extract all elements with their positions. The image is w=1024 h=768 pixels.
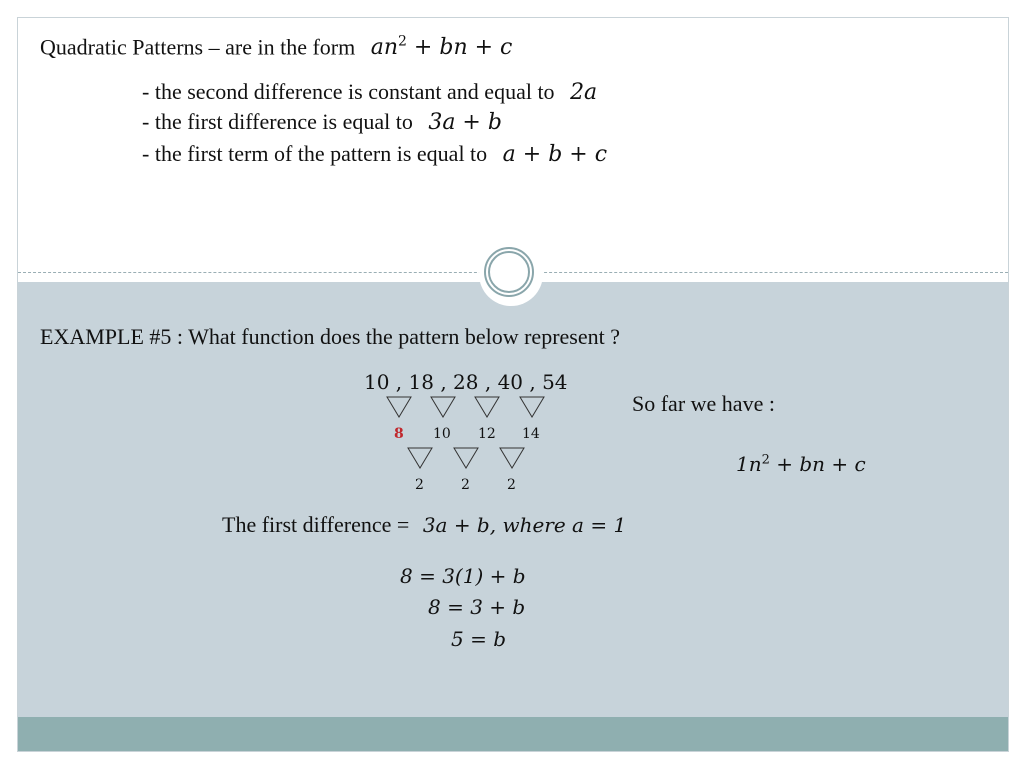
triangle-icon (519, 396, 545, 418)
second-difference: 2 (507, 477, 516, 493)
so-far-rest: + bn + c (769, 452, 866, 476)
so-far-formula (736, 452, 866, 476)
example-title: EXAMPLE #5 : What function does the pattern below represent ? (40, 324, 620, 349)
heading-formula-term: an (370, 35, 399, 61)
bullet-first-term (142, 141, 607, 167)
so-far-label: So far we have : (632, 391, 775, 416)
first-difference: 14 (522, 426, 540, 442)
heading-text: Quadratic Patterns – are in the form (40, 34, 356, 60)
so-far-exponent: 2 (761, 452, 770, 468)
bullet-first-difference (142, 109, 502, 135)
bullet-text: - the second difference is constant and equal to (142, 79, 555, 104)
triangle-icon (407, 447, 433, 469)
second-difference: 2 (415, 477, 424, 493)
heading (40, 34, 512, 60)
triangle-icon (453, 447, 479, 469)
heading-formula-rest: + bn + c (406, 35, 513, 61)
bullet-math: 3a + b (428, 110, 502, 135)
footer-bar (18, 717, 1008, 751)
bullet-math: 2a (570, 80, 598, 105)
first-difference-math: 3a + b, where a = 1 (422, 513, 627, 537)
first-difference-highlight: 8 (394, 426, 404, 442)
bullet-second-difference (142, 79, 597, 105)
heading-formula-exponent: 2 (398, 34, 407, 50)
sequence: 10 , 18 , 28 , 40 , 54 (364, 370, 568, 394)
bullet-text: - the first difference is equal to (142, 109, 413, 134)
step-3: 5 = b (451, 627, 506, 651)
triangle-icon (430, 396, 456, 418)
step-2: 8 = 3 + b (428, 595, 526, 619)
triangle-icon (386, 396, 412, 418)
bullet-math: a + b + c (502, 142, 608, 167)
divider-ring-inner-icon (488, 251, 530, 293)
triangle-icon (474, 396, 500, 418)
so-far-term: 1n (736, 452, 762, 476)
first-difference-label: The first difference = (222, 512, 410, 537)
heading-formula (371, 35, 513, 60)
second-difference: 2 (461, 477, 470, 493)
first-difference-statement (222, 512, 626, 538)
bullet-text: - the first term of the pattern is equal to (142, 141, 488, 166)
first-difference: 12 (478, 426, 496, 442)
step-1: 8 = 3(1) + b (400, 564, 526, 588)
first-difference: 10 (433, 426, 451, 442)
triangle-icon (499, 447, 525, 469)
